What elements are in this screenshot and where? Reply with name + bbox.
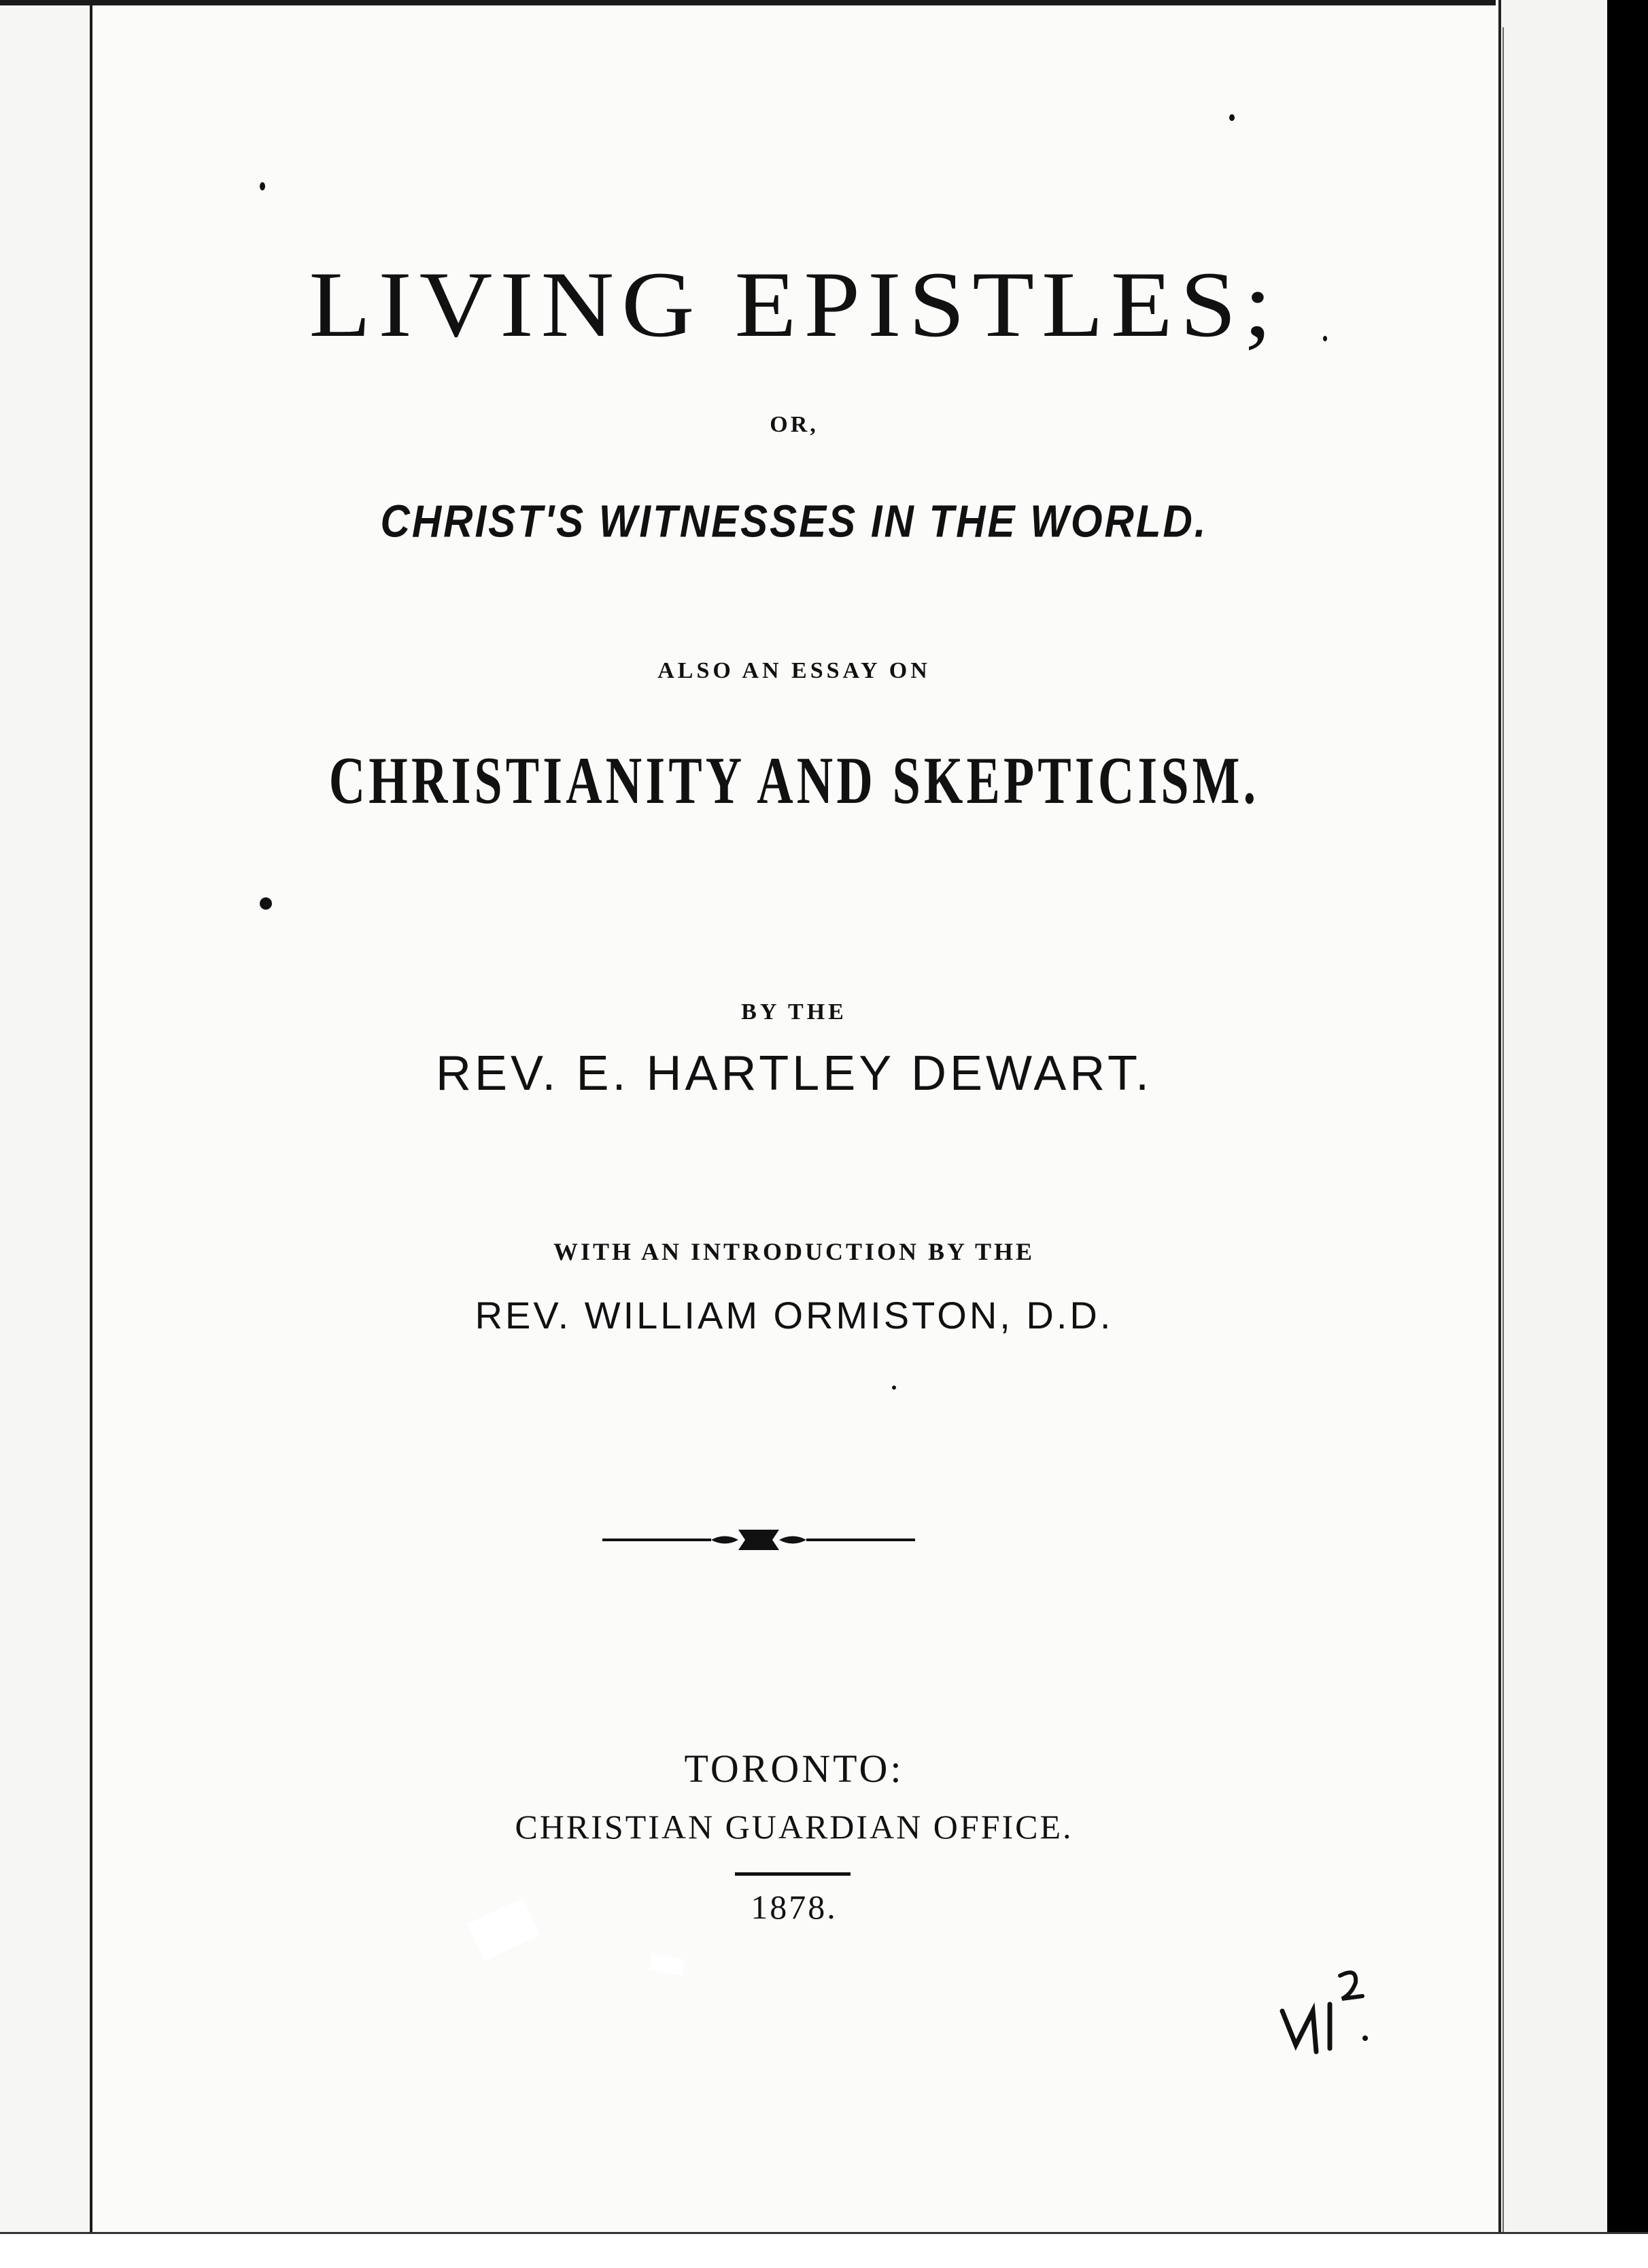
by-the-line: BY THE	[741, 999, 847, 1025]
imprint-year: 1878.	[751, 1888, 838, 1926]
printer-ornament-icon	[602, 1523, 915, 1557]
author-name: REV. E. HARTLEY DEWART.	[436, 1046, 1152, 1101]
scan-speck	[260, 897, 272, 910]
introducer-name: REV. WILLIAM ORMISTON, D.D.	[475, 1294, 1114, 1337]
handwritten-pencil-mark-icon	[1275, 1963, 1377, 2065]
scan-border-bottom	[0, 2232, 1648, 2268]
scan-border-top	[0, 0, 1496, 5]
essay-title: CHRISTIANITY AND SKEPTICISM.	[328, 743, 1260, 818]
paper-smudge	[649, 1954, 685, 1976]
imprint-publisher: CHRISTIAN GUARDIAN OFFICE.	[515, 1808, 1074, 1846]
scan-speck	[892, 1386, 896, 1390]
imprint-rule	[735, 1872, 851, 1876]
book-title: LIVING EPISTLES;	[309, 252, 1280, 356]
scan-speck	[1323, 336, 1327, 341]
or-connector: OR,	[770, 412, 819, 437]
imprint-city: TORONTO:	[684, 1747, 904, 1791]
scan-speck	[260, 182, 265, 190]
scan-speck	[1229, 114, 1235, 121]
book-subtitle: CHRIST'S WITNESSES IN THE WORLD.	[380, 495, 1208, 547]
title-page	[92, 5, 1496, 2233]
introduction-line: WITH AN INTRODUCTION BY THE	[553, 1238, 1035, 1265]
also-essay-line: ALSO AN ESSAY ON	[657, 658, 931, 683]
scan-border-right	[1607, 0, 1648, 2268]
right-page-edge-inner	[1503, 27, 1609, 2268]
